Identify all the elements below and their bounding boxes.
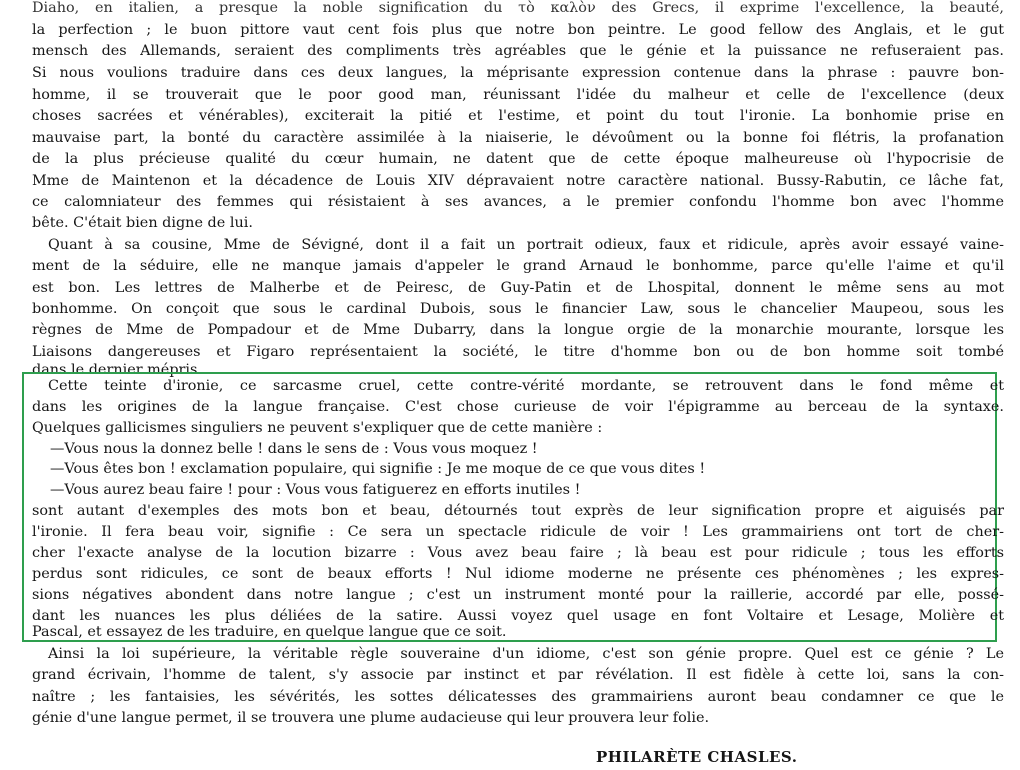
text-line: Mme de Maintenon et la décadence de Louis XIV dépravaient notre caractère national. Bussy-Rabutin, ce lâche fat, — [32, 173, 1004, 189]
text-line: bonhomme. On conçoit que sous le cardinal Dubois, sous le financier Law, sous le chancelier Maupeou, sous les — [32, 301, 1004, 317]
text-line: dans le dernier mépris. — [32, 362, 202, 378]
text-line: Quelques gallicismes singuliers ne peuvent s'expliquer que de cette manière : — [32, 420, 603, 436]
text-line: mauvaise part, la bonté du caractère assimilée à la niaiserie, le dévoûment ou la bonne foi flétris, la profanation — [32, 130, 1004, 146]
text-line: dans les origines de la langue française. C'est chose curieuse de voir l'épigramme au berceau de la syntaxe. — [32, 399, 1004, 415]
text-line: Diaho, en italien, a presque la noble signification du τὸ καλὸν des Grecs, il exprime l'excellence, la beauté, — [32, 0, 1004, 16]
text-line: Quant à sa cousine, Mme de Sévigné, dont il a fait un portrait odieux, faux et ridicule, après avoir essayé vaine- — [48, 237, 1004, 253]
text-line: dant les nuances les plus déliées de la satire. Aussi voyez quel usage en font Voltaire et Lesage, Molière et — [32, 608, 1004, 624]
text-line: la perfection ; le buon pittore vaut cent fois plus que notre bon peintre. Le good fellow des Anglais, et le gut — [32, 22, 1004, 38]
text-line: de la plus précieuse qualité du cœur humain, ne datent que de cette époque malheureuse où l'hypocrisie de — [32, 151, 1004, 167]
example-line: —Vous nous la donnez belle ! dans le sens de : Vous vous moquez ! — [50, 441, 538, 457]
text-line: est bon. Les lettres de Malherbe et de Peiresc, de Guy-Patin et de Lhospital, donnent le même sens au mot — [32, 280, 1004, 296]
text-line: Liaisons dangereuses et Figaro représentaient la société, le titre d'homme bon ou de bon homme soit tombé — [32, 344, 1004, 360]
text-line: bête. C'était bien digne de lui. — [32, 215, 253, 231]
author-signature: PHILARÈTE CHASLES. — [596, 748, 798, 766]
text-line: l'ironie. Il fera beau voir, signifie : Ce sera un spectacle ridicule de voir ! Les grammairiens ont tort de cher- — [32, 524, 1004, 540]
text-line: Ainsi la loi supérieure, la véritable règle souveraine d'un idiome, c'est son génie propre. Quel est ce génie ? Le — [48, 646, 1004, 662]
text-line: Cette teinte d'ironie, ce sarcasme cruel, cette contre-vérité mordante, se retrouvent dans le fond même et — [48, 378, 1004, 394]
text-line: génie d'une langue permet, il se trouvera une plume audacieuse qui leur prouvera leur folie. — [32, 710, 710, 726]
example-line: —Vous êtes bon ! exclamation populaire, qui signifie : Je me moque de ce que vous dites ! — [50, 461, 706, 477]
text-line: ment de la séduire, elle ne manque jamais d'appeler le grand Arnaud le bonhomme, parce qu'elle l'aime et qu'il — [32, 258, 1004, 274]
text-line: perdus sont ridicules, ce sont de beaux efforts ! Nul idiome moderne ne présente ces phénomènes ; les expres- — [32, 566, 1004, 582]
text-line: choses sacrées et vénérables), exciterait la pitié et l'estime, et point du tout l'ironie. La bonhomie prise en — [32, 108, 1004, 124]
text-line: cher l'exacte analyse de la locution bizarre : Vous avez beau faire ; là beau est pour ridicule ; tous les efforts — [32, 545, 1004, 561]
text-line: Si nous voulions traduire dans ces deux langues, la méprisante expression contenue dans la phrase : pauvre bon- — [32, 65, 1004, 81]
text-line: règnes de Mme de Pompadour et de Mme Dubarry, dans la longue orgie de la monarchie mourante, lorsque les — [32, 322, 1004, 338]
text-line: sont autant d'exemples des mots bon et beau, détournés tout exprès de leur signification propre et aiguisés par — [32, 503, 1004, 519]
text-line: mensch des Allemands, seraient des compliments très agréables que le génie et la puissance ne refuseraient pas. — [32, 43, 1004, 59]
text-line: naître ; les fantaisies, les sévérités, les sottes délicatesses des grammairiens auront beau condamner ce que le — [32, 689, 1004, 705]
text-line: grand écrivain, l'homme de talent, s'y associe par instinct et par révélation. Il est fidèle à cette loi, sans la con- — [32, 667, 1004, 683]
text-line: homme, il se trouverait que le poor good man, réunissant l'idée du malheur et celle de l'excellence (deux — [32, 87, 1004, 103]
text-line: Pascal, et essayez de les traduire, en quelque langue que ce soit. — [32, 624, 507, 640]
text-line: sions négatives abondent dans notre langue ; c'est un instrument monté pour la raillerie, accordé par elle, possé- — [32, 587, 1004, 603]
text-line: ce calomniateur des femmes qui résistaient à ses avances, a le premier confondu l'homme bon avec l'homme — [32, 194, 1004, 210]
example-line: —Vous aurez beau faire ! pour : Vous vous fatiguerez en efforts inutiles ! — [50, 482, 581, 498]
